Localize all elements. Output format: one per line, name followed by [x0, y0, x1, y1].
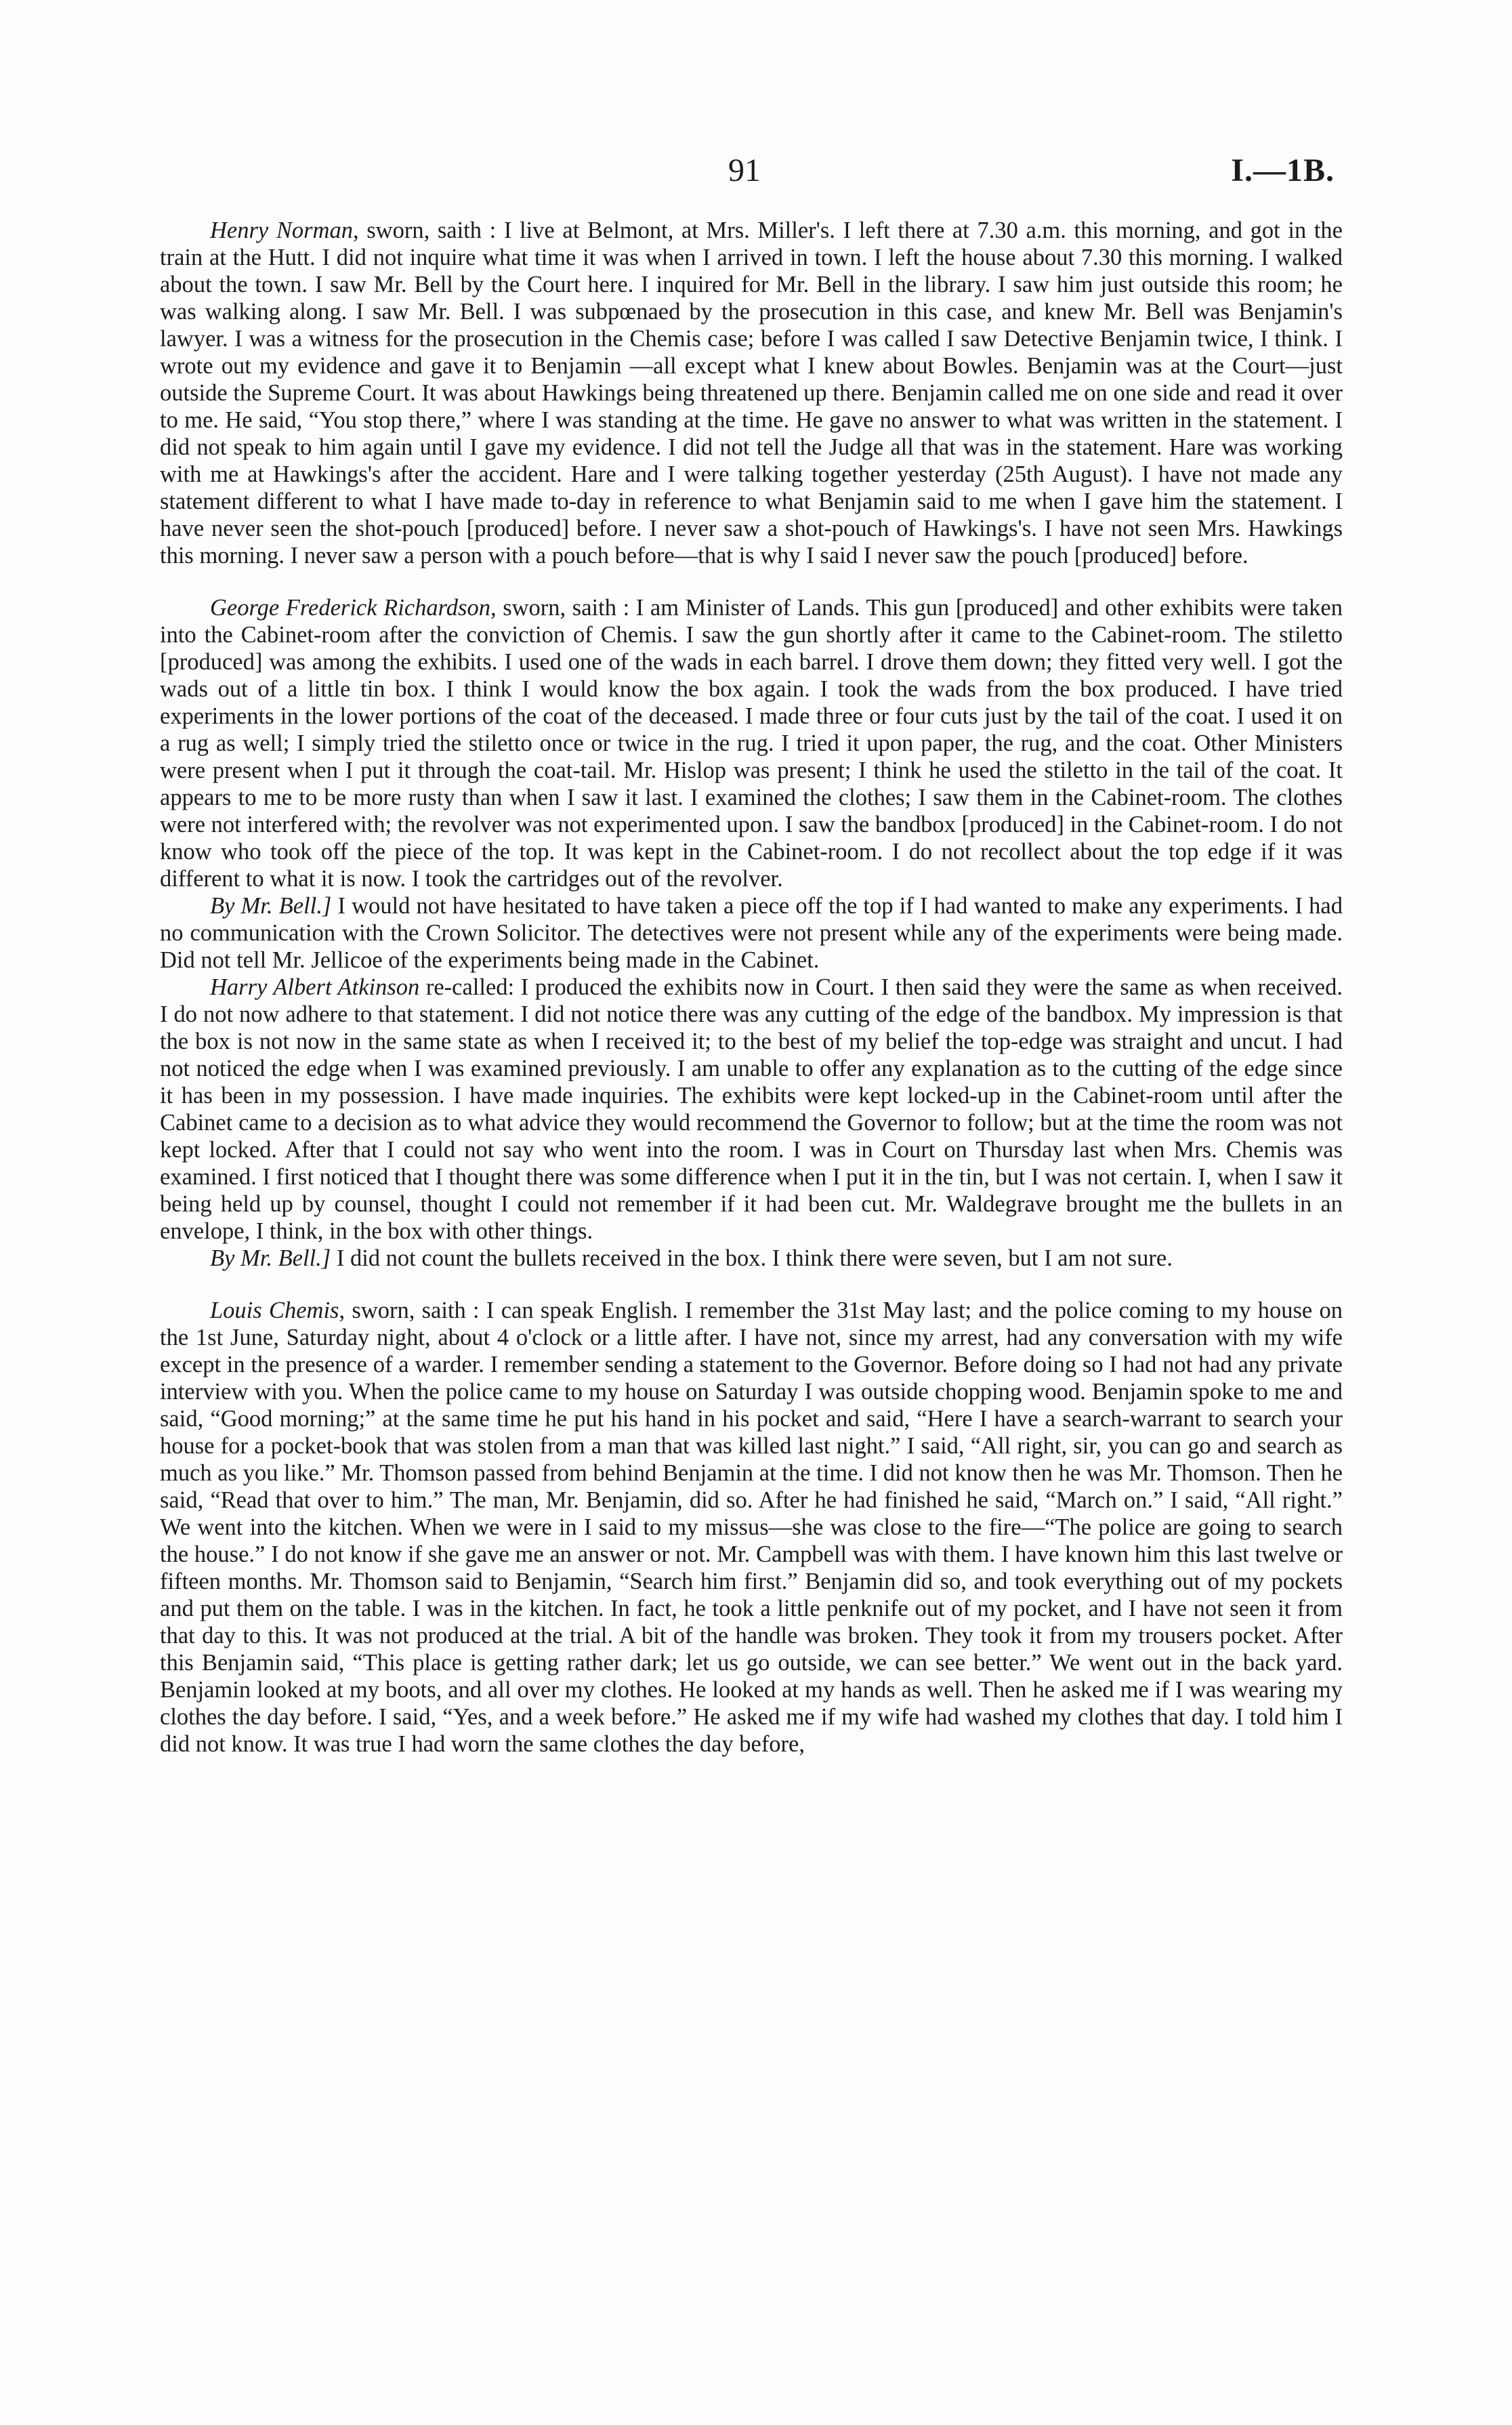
page-header	[0, 152, 1512, 199]
speaker-name: Harry Albert Atkinson	[210, 974, 420, 1000]
testimony-text: re-called: I produced the exhibits now in Court. I then said they were the same as when received. I do not now adhere to that statement. I did not notice there was any cutting of the edge of the bandbox. My impression is that the box is not now in the same state as when I received it; to the best of my belief the top-edge was straight and uncut. I had not noticed the edge when I was examined previously. I am unable to offer any explanation as to the cutting of the edge since it has been in my possession. I have made inquiries. The exhibits were kept locked-up in the Cabinet-room until after the Cabinet came to a decision as to what advice they would recommend the Governor to follow; but at the time the room was not kept locked. After that I could not say who went into the room. I was in Court on Thursday last when Mrs. Chemis was examined. I first noticed that I thought there was some difference when I put it in the tin, but I was not certain. I, when I saw it being held up by counsel, thought I could not remember if it had been cut. Mr. Waldegrave brought me the bullets in an envelope, I think, in the box with other things.	[160, 974, 1343, 1244]
speaker-name: George Frederick Richardson	[210, 595, 490, 621]
cross-examination-by-mr-bell	[160, 892, 1343, 974]
examiner-label: By Mr. Bell.]	[210, 1245, 331, 1271]
examiner-label: By Mr. Bell.]	[210, 893, 332, 919]
cross-examination-by-mr-bell	[160, 1245, 1343, 1272]
testimony-george-frederick-richardson	[160, 594, 1343, 892]
testimony-text: , sworn, saith : I can speak English. I remember the 31st May last; and the police coming to my house on the 1st June, Saturday night, about 4 o'clock or a little after. I have not, since my arrest, had any conversation with my wife except in the presence of a warder. I remember sending a statement to the Governor. Before doing so I had not had any private interview with you. When the police came to my house on Saturday I was outside chopping wood. Benjamin spoke to me and said, “Good morning;” at the same time he put his hand in his pocket and said, “Here I have a search-warrant to search your house for a pocket-book that was stolen from a man that was killed last night.” I said, “All right, sir, you can go and search as much as you like.” Mr. Thomson passed from behind Benjamin at the time. I did not know then he was Mr. Thomson. Then he said, “Read that over to him.” The man, Mr. Benjamin, did so. After he had finished he said, “March on.” I said, “All right.” We went into the kitchen. When we were in I said to my missus—she was close to the fire—“The police are going to search the house.” I do not know if she gave me an answer or not. Mr. Campbell was with them. I have known him this last twelve or fifteen months. Mr. Thomson said to Benjamin, “Search him first.” Benjamin did so, and took everything out of my pockets and put them on the table. I was in the kitchen. In fact, he took a little penknife out of my pocket, and I have not seen it from that day to this. It was not produced at the trial. A bit of the handle was broken. They took it from my trousers pocket. After this Benjamin said, “This place is getting rather dark; let us go outside, we can see better.” We went out in the back yard. Benjamin looked at my boots, and all over my clothes. He looked at my hands as well. Then he asked me if I was wearing my clothes the day before. I said, “Yes, and a week before.” He asked me if my wife had washed my clothes that day. I told him I did not know. It was true I had worn the same clothes the day before,	[160, 1298, 1343, 1757]
testimony-text: I would not have hesitated to have taken a piece off the top if I had wanted to make any experiments. I had no communication with the Crown Solicitor. The detectives were not present while any of the experiments were being made. Did not tell Mr. Jellicoe of the experiments being made in the Cabinet.	[160, 893, 1343, 973]
testimony-henry-norman	[160, 217, 1343, 569]
page-number: 91	[728, 152, 761, 188]
testimony-louis-chemis	[160, 1297, 1343, 1758]
testimony-text: , sworn, saith : I am Minister of Lands. This gun [produced] and other exhibits were taken into the Cabinet-room after the conviction of Chemis. I saw the gun shortly after it came to the Cabinet-room. The stiletto [produced] was among the exhibits. I used one of the wads in each barrel. I drove them down; they fitted very well. I got the wads out of a little tin box. I think I would know the box again. I took the wads from the box produced. I have tried experiments in the lower portions of the coat of the deceased. I made three or four cuts just by the tail of the coat. I used it on a rug as well; I simply tried the stiletto once or twice in the rug. I tried it upon paper, the rug, and the coat. Other Ministers were present when I put it through the coat-tail. Mr. Hislop was present; I think he used the stiletto in the tail of the coat. It appears to me to be more rusty than when I saw it last. I examined the clothes; I saw them in the Cabinet-room. The clothes were not interfered with; the revolver was not experimented upon. I saw the bandbox [produced] in the Cabinet-room. I do not know who took off the piece of the top. It was kept in the Cabinet-room. I do not recollect about the top edge if it was different to what it is now. I took the cartridges out of the revolver.	[160, 595, 1343, 892]
speaker-name: Louis Chemis	[210, 1298, 339, 1323]
speaker-name: Henry Norman	[210, 217, 353, 243]
page-body	[160, 217, 1343, 1758]
testimony-harry-albert-atkinson	[160, 974, 1343, 1245]
document-reference: I.—1B.	[1231, 152, 1335, 188]
testimony-text: , sworn, saith : I live at Belmont, at Mrs. Miller's. I left there at 7.30 a.m. this morning, and got in the train at the Hutt. I did not inquire what time it was when I arrived in town. I left the house about 7.30 this morning. I walked about the town. I saw Mr. Bell by the Court here. I inquired for Mr. Bell in the library. I saw him just outside this room; he was walking along. I saw Mr. Bell. I was subpœnaed by the prosecution in this case, and knew Mr. Bell was Benjamin's lawyer. I was a witness for the prosecution in the Chemis case; before I was called I saw Detective Benjamin twice, I think. I wrote out my evidence and gave it to Benjamin —all except what I knew about Bowles. Benjamin was at the Court—just outside the Supreme Court. It was about Hawkings being threatened up there. Benjamin called me on one side and read it over to me. He said, “You stop there,” where I was standing at the time. He gave no answer to what was written in the statement. I did not speak to him again until I gave my evidence. I did not tell the Judge all that was in the statement. Hare was working with me at Hawkings's after the accident. Hare and I were talking together yesterday (25th August). I have not made any statement different to what I have made to-day in reference to what Benjamin said to me when I gave him the statement. I have never seen the shot-pouch [produced] before. I never saw a shot-pouch of Hawkings's. I have not seen Mrs. Hawkings this morning. I never saw a person with a pouch before—that is why I said I never saw the pouch [produced] before.	[160, 217, 1343, 568]
testimony-text: I did not count the bullets received in the box. I think there were seven, but I am not sure.	[331, 1245, 1173, 1271]
